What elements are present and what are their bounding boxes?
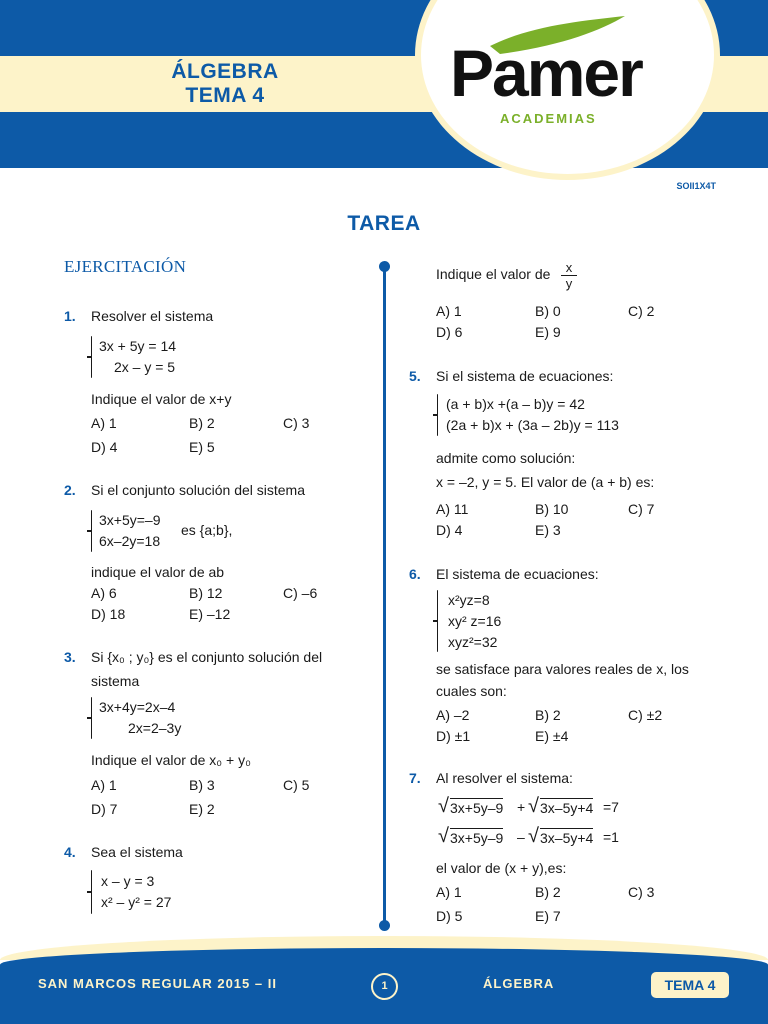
option-d[interactable]: D) ±1	[436, 728, 471, 744]
divider-top-dot	[379, 261, 390, 272]
fraction	[561, 260, 577, 291]
option-e[interactable]: E) –12	[189, 606, 231, 622]
equation: xyz²=32	[448, 634, 498, 650]
question-number: 6.	[409, 566, 421, 582]
brace-icon	[91, 336, 92, 378]
subject-label: ÁLGEBRA	[171, 60, 279, 83]
option-b[interactable]: B) 3	[189, 777, 215, 793]
equation: x – y = 3	[101, 873, 155, 889]
sqrt-icon: √	[438, 795, 449, 817]
question-ask: el valor de (x + y),es:	[436, 860, 567, 876]
question-text: Resolver el sistema	[91, 308, 214, 324]
option-b[interactable]: B) 2	[535, 884, 561, 900]
equation-result: =1	[603, 829, 619, 845]
equation: (2a + b)x + (3a – 2b)y = 113	[446, 417, 619, 433]
option-e[interactable]: E) 3	[535, 522, 561, 538]
logo-subtitle: ACADEMIAS	[500, 111, 597, 126]
equation-result: =7	[603, 799, 619, 815]
option-b[interactable]: B) 10	[535, 501, 569, 517]
question-text: Sea el sistema	[91, 844, 183, 860]
option-b[interactable]: B) 2	[535, 707, 561, 723]
equation: 2x=2–3y	[128, 720, 182, 736]
equation: 3x+4y=2x–4	[99, 699, 176, 715]
footer-subject: ÁLGEBRA	[483, 976, 555, 991]
option-b[interactable]: B) 12	[189, 585, 223, 601]
brace-icon	[437, 394, 438, 436]
option-d[interactable]: D) 4	[91, 439, 118, 455]
option-a[interactable]: A) 1	[436, 303, 462, 319]
option-d[interactable]: D) 5	[436, 908, 463, 924]
page-number: 1	[371, 973, 398, 1000]
question-line: x = –2, y = 5. El valor de (a + b) es:	[436, 474, 655, 490]
document-code: SOII1X4T	[676, 181, 716, 191]
fraction-denominator: y	[565, 276, 573, 291]
question-line: cuales son:	[436, 683, 507, 699]
equation: 3x + 5y = 14	[99, 338, 177, 354]
question-text: Si {x₀ ; y₀} es el conjunto solución del	[91, 649, 323, 665]
footer-tema-badge: TEMA 4	[651, 972, 729, 998]
question-number: 5.	[409, 368, 421, 384]
sqrt-icon: √	[528, 795, 539, 817]
option-e[interactable]: E) 5	[189, 439, 215, 455]
option-d[interactable]: D) 7	[91, 801, 118, 817]
question-ask: Indique el valor de	[436, 266, 551, 282]
fraction-numerator: x	[561, 260, 577, 276]
question-ask: Indique el valor de x₀ + y₀	[91, 752, 251, 768]
question-line: admite como solución:	[436, 450, 576, 466]
column-divider	[383, 266, 386, 926]
logo-wordmark: Pamer	[450, 36, 642, 110]
option-d[interactable]: D) 4	[436, 522, 463, 538]
question-text: Si el conjunto solución del sistema	[91, 482, 306, 498]
brace-icon	[91, 697, 92, 739]
option-c[interactable]: C) 3	[283, 415, 310, 431]
question-ask: indique el valor de ab	[91, 564, 225, 580]
radicand: 3x–5y+4	[540, 800, 594, 816]
equation: xy² z=16	[448, 613, 502, 629]
option-e[interactable]: E) ±4	[535, 728, 569, 744]
option-a[interactable]: A) 1	[91, 415, 117, 431]
radicand: 3x+5y–9	[450, 830, 504, 846]
question-number: 2.	[64, 482, 76, 498]
option-d[interactable]: D) 6	[436, 324, 463, 340]
footer-course: SAN MARCOS REGULAR 2015 – II	[38, 976, 277, 991]
option-a[interactable]: A) 11	[436, 501, 469, 517]
question-number: 4.	[64, 844, 76, 860]
option-a[interactable]: A) 6	[91, 585, 117, 601]
option-b[interactable]: B) 2	[189, 415, 215, 431]
radicand: 3x+5y–9	[450, 800, 504, 816]
question-ask: Indique el valor de x+y	[91, 391, 232, 407]
option-b[interactable]: B) 0	[535, 303, 561, 319]
sqrt-icon: √	[528, 825, 539, 847]
question-line: se satisface para valores reales de x, los	[436, 661, 689, 677]
option-a[interactable]: A) 1	[436, 884, 462, 900]
radicand: 3x–5y+4	[540, 830, 594, 846]
option-c[interactable]: C) ±2	[628, 707, 663, 723]
option-a[interactable]: A) –2	[436, 707, 470, 723]
brace-icon	[91, 510, 92, 552]
question-number: 3.	[64, 649, 76, 665]
question-text: Al resolver el sistema:	[436, 770, 573, 786]
equation: (a + b)x +(a – b)y = 42	[446, 396, 585, 412]
topic-label: TEMA 4	[185, 84, 265, 107]
option-e[interactable]: E) 2	[189, 801, 215, 817]
section-title: EJERCITACIÓN	[64, 257, 187, 276]
divider-bottom-dot	[379, 920, 390, 931]
option-a[interactable]: A) 1	[91, 777, 117, 793]
equation: 6x–2y=18	[99, 533, 161, 549]
option-e[interactable]: E) 9	[535, 324, 561, 340]
header-title	[120, 60, 330, 108]
equation: x²yz=8	[448, 592, 490, 608]
operator: –	[517, 829, 525, 845]
question-text: El sistema de ecuaciones:	[436, 566, 599, 582]
operator: +	[517, 799, 526, 815]
equation: x² – y² = 27	[101, 894, 172, 910]
solution-set: es {a;b},	[181, 522, 233, 538]
option-c[interactable]: C) 3	[628, 884, 655, 900]
option-e[interactable]: E) 7	[535, 908, 561, 924]
option-c[interactable]: C) 2	[628, 303, 655, 319]
question-text-cont: sistema	[91, 673, 140, 689]
brace-icon	[437, 590, 438, 652]
option-c[interactable]: C) –6	[283, 585, 318, 601]
option-c[interactable]: C) 7	[628, 501, 655, 517]
brace-icon	[91, 870, 92, 914]
equation: 2x – y = 5	[114, 359, 176, 375]
equation: 3x+5y=–9	[99, 512, 161, 528]
option-d[interactable]: D) 18	[91, 606, 126, 622]
sqrt-icon: √	[438, 825, 449, 847]
question-text: Si el sistema de ecuaciones:	[436, 368, 614, 384]
question-number: 1.	[64, 308, 76, 324]
question-number: 7.	[409, 770, 421, 786]
option-c[interactable]: C) 5	[283, 777, 310, 793]
page-title: TAREA	[347, 212, 421, 235]
